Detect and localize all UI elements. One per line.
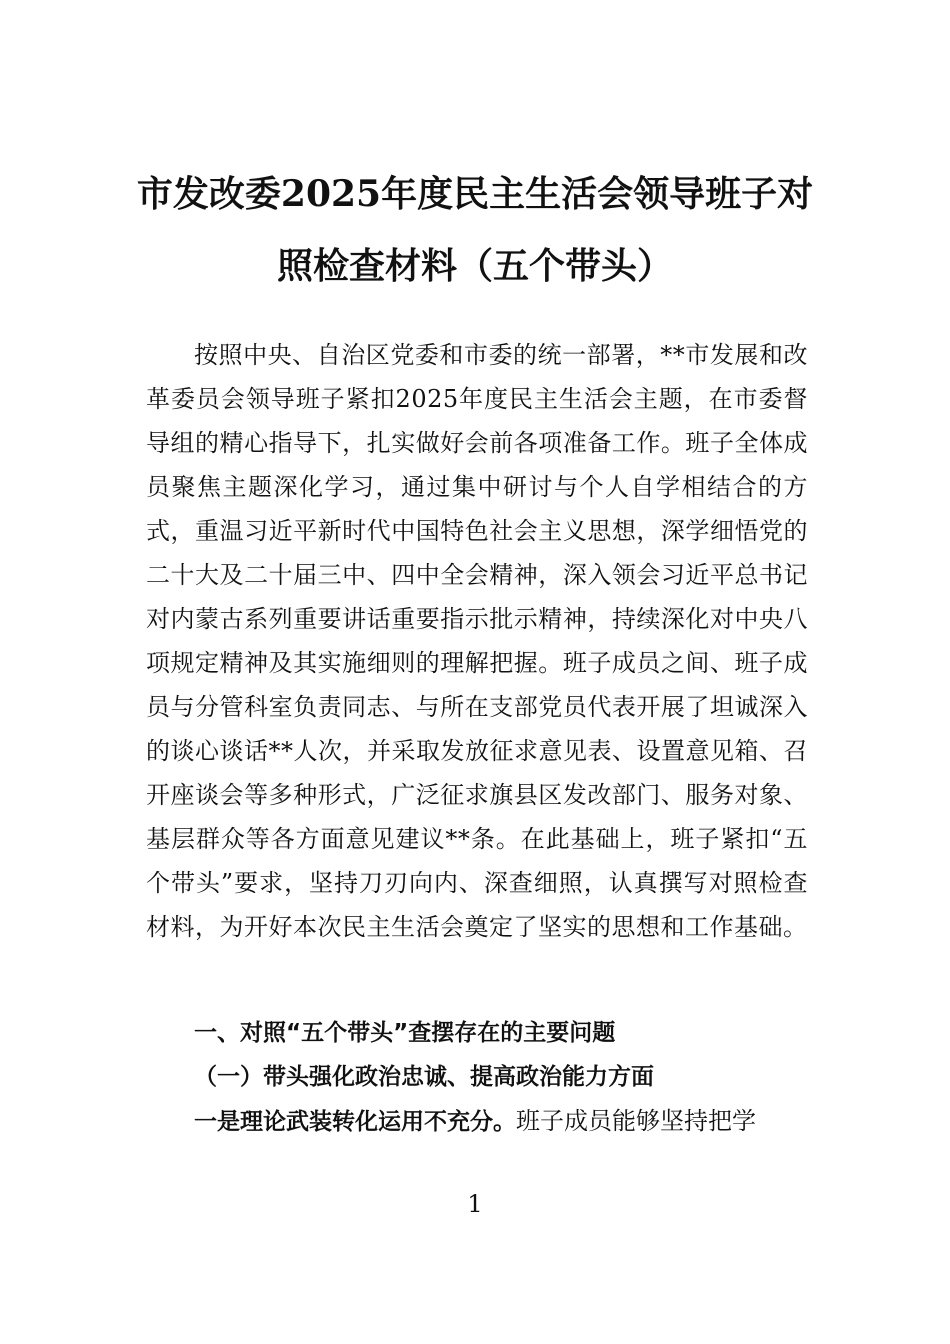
item-1-text: 班子成员能够坚持把学 [516, 1107, 756, 1135]
item-1-paragraph [194, 1099, 808, 1144]
title-line-1: 市发改委2025年度民主生活会领导班子对 [136, 173, 814, 215]
intro-section [146, 333, 808, 949]
page-number: 1 [467, 1190, 483, 1218]
title-line-2: 照检查材料（五个带头） [276, 245, 673, 287]
item-1-lead: 一是理论武装转化运用不充分。 [194, 1109, 516, 1135]
section-heading-1: 一、对照“五个带头”查摆存在的主要问题 [194, 1020, 616, 1046]
document-title [120, 158, 830, 302]
intro-paragraph: 按照中央、自治区党委和市委的统一部署，**市发展和改革委员会领导班子紧扣2025年度民主生活会主题，在市委督导组的精心指导下，扎实做好会前各项准备工作。班子全体成员聚焦主题深化学习，通过集中研讨与个人自学相结合的方式，重温习近平新时代中国特色社会主义思想，深学细悟党的二十大及二十届三中、四中全会精神，深入领会习近平总书记对内蒙古系列重要讲话重要指示批示精神，持续深化对中央八项规定精神及其实施细则的理解把握。班子成员之间、班子成员与分管科室负责同志、与所在支部党员代表开展了坦诚深入的谈心谈话**人次，并采取发放征求意见表、设置意见箱、召开座谈会等多种形式，广泛征求旗县区发改部门、服务对象、基层群众等各方面意见建议**条。在此基础上，班子紧扣“五个带头”要求，坚持刀刃向内、深查细照，认真撰写对照检查材料，为开好本次民主生活会奠定了坚实的思想和工作基础。 [146, 341, 808, 941]
subsection-heading-1: （一）带头强化政治忠诚、提高政治能力方面 [194, 1063, 654, 1090]
